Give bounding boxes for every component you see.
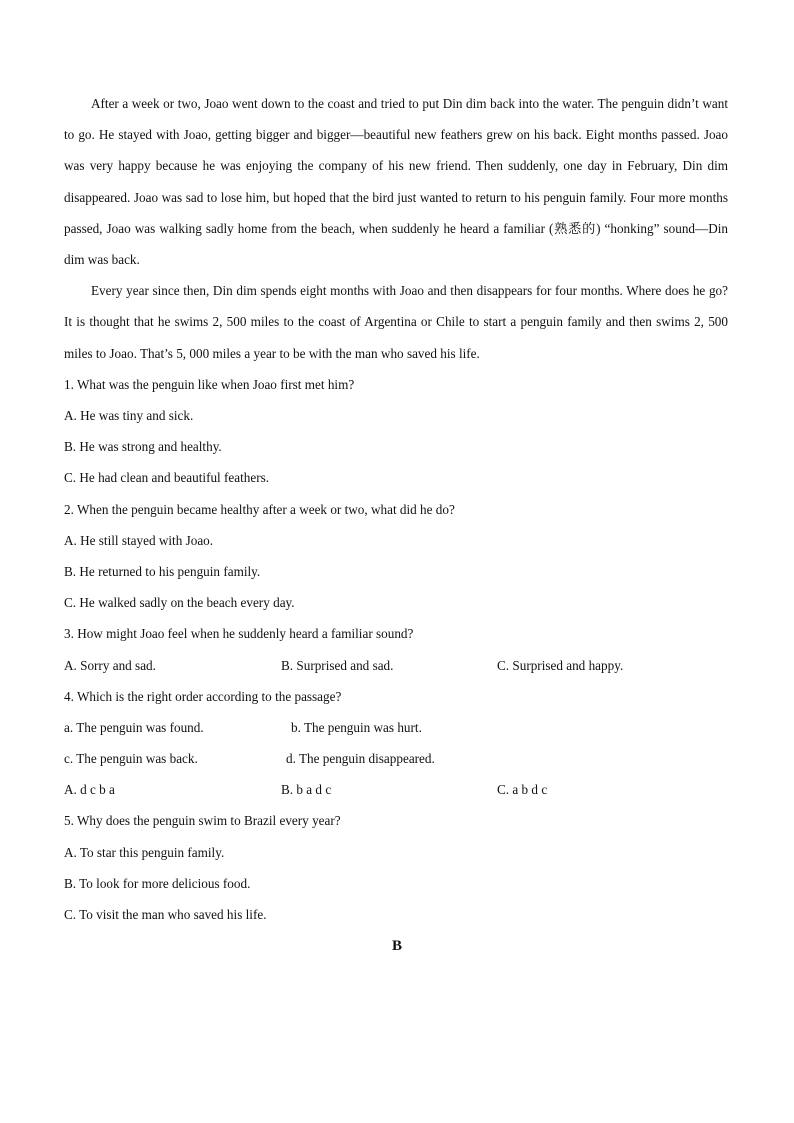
passage-paragraph-1: After a week or two, Joao went down to the coast and tried to put Din dim back into the water. The penguin didn’t want to go. He stayed with Joao, getting bigger and bigger—beautiful new feathers grew on his back. Eight months passed. Joao was very happy because he was enjoying the company of his new friend. Then suddenly, one day in February, Din dim disappeared. Joao was sad to lose him, but hoped that the bird just wanted to return to his penguin family. Four more months passed, Joao was walking sadly home from the beach, when suddenly he heard a familiar (熟悉的) “honking” sound—Din dim was back.: [64, 96, 728, 268]
question-5-stem: 5. Why does the penguin swim to Brazil every year?: [64, 813, 341, 829]
question-4-items-row-1: [64, 712, 728, 743]
question-3: [64, 618, 728, 680]
question-4-items-row-2: [64, 743, 728, 774]
question-3-stem: 3. How might Joao feel when he suddenly heard a familiar sound?: [64, 626, 414, 642]
question-4-item-a: a. The penguin was found.: [64, 719, 204, 735]
question-4-item-d: d. The penguin disappeared.: [286, 751, 435, 767]
question-4: [64, 681, 728, 806]
section-heading: B: [391, 938, 402, 954]
question-1-stem: 1. What was the penguin like when Joao first met him?: [64, 376, 355, 392]
question-5-option-b: B. To look for more delicious food.: [64, 875, 251, 891]
question-2-option-a: A. He still stayed with Joao.: [64, 532, 214, 548]
question-4-item-b: b. The penguin was hurt.: [291, 719, 422, 735]
question-1-option-b: B. He was strong and healthy.: [64, 439, 222, 455]
question-3-options: [64, 650, 728, 681]
question-5: [64, 805, 728, 930]
question-4-stem: 4. Which is the right order according to the passage?: [64, 688, 342, 704]
question-1-option-a: A. He was tiny and sick.: [64, 408, 194, 424]
question-2: [64, 494, 728, 619]
question-4-option-a: A. d c b a: [64, 782, 115, 798]
question-4-option-b: B. b a d c: [281, 782, 332, 798]
question-4-option-c: C. a b d c: [497, 782, 548, 798]
question-4-item-c: c. The penguin was back.: [64, 751, 198, 767]
question-2-stem: 2. When the penguin became healthy after a week or two, what did he do?: [64, 501, 455, 517]
question-5-option-a: A. To star this penguin family.: [64, 844, 225, 860]
question-5-option-c: C. To visit the man who saved his life.: [64, 907, 267, 923]
question-2-option-b: B. He returned to his penguin family.: [64, 563, 261, 579]
question-2-option-c: C. He walked sadly on the beach every day.: [64, 595, 295, 611]
question-3-option-a: A. Sorry and sad.: [64, 657, 156, 673]
question-1-option-c: C. He had clean and beautiful feathers.: [64, 470, 270, 486]
question-1: [64, 369, 728, 494]
question-4-options: [64, 774, 728, 805]
passage-paragraph-2: Every year since then, Din dim spends eight months with Joao and then disappears for four months. Where does he go? It is thought that he swims 2, 500 miles to the coast of Argentina or Chile to start a penguin family and then swims 2, 500 miles to Joao. That’s 5, 000 miles a year to be with the man who saved his life.: [64, 283, 728, 361]
question-3-option-b: B. Surprised and sad.: [281, 657, 394, 673]
document-body: [64, 88, 728, 930]
question-3-option-c: C. Surprised and happy.: [497, 657, 624, 673]
